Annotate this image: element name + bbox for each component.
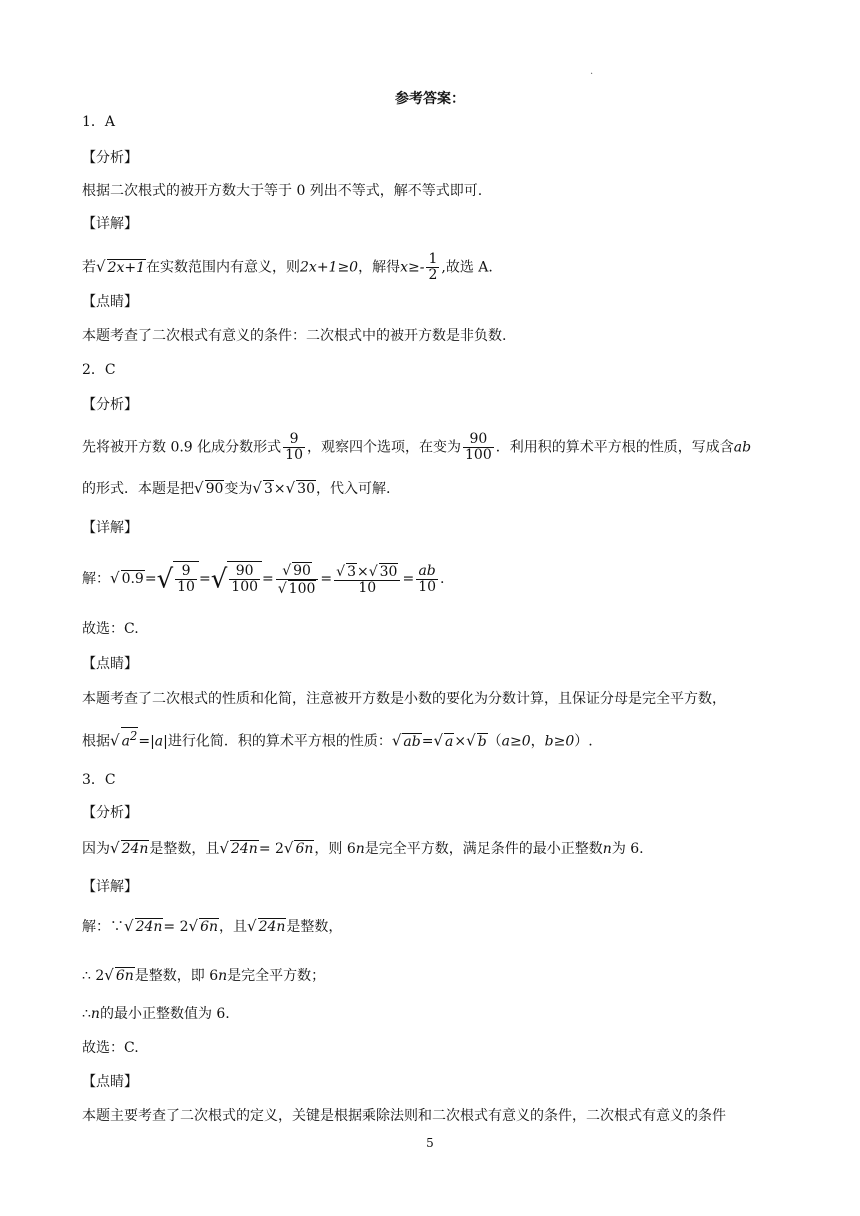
q2-analysis (82, 432, 751, 463)
q3-analysis-eq: = 2 (258, 841, 284, 857)
q2-comment2-sqrt-a2 (121, 727, 139, 750)
sqrt-sign-icon: √ (433, 731, 444, 750)
q3-d1-eq: = 2 (163, 919, 189, 935)
q2-calc-frac-ab (416, 564, 438, 595)
sqrt-sign-icon: √ (110, 731, 120, 750)
sqrt-sign-icon: √ (277, 580, 287, 597)
sqrt-sign-icon: √ (124, 917, 134, 935)
q2-analysis-tag: 【分析】 (82, 397, 138, 413)
q2-comment-tag: 【点睛】 (82, 656, 138, 672)
q3-analysis (82, 838, 644, 859)
q2-number: 2．C (82, 362, 116, 378)
q3-d2-text-a: ∴ 2 (82, 968, 105, 984)
q2-comment2-comma: ， (530, 733, 545, 750)
q2-comment2-eq: = (421, 733, 434, 750)
q1-fraction-den: 2 (428, 267, 438, 283)
q2-analysis2-text-c: ，代入可解. (316, 481, 391, 497)
q3-sqrt-24n: 24n (121, 841, 149, 857)
q2-sqrt-30: 30 (297, 481, 315, 497)
sqrt-sign-icon: √ (156, 564, 174, 594)
q3-d1-sqrt-6n: 6n (200, 919, 218, 935)
q3-d3-text-b: 的最小正整数值为 6. (99, 1006, 230, 1022)
q1-analysis-tag: 【分析】 (82, 150, 138, 166)
q2-times: × (273, 481, 286, 497)
q1-x-expression: x≥- (400, 259, 425, 276)
q2-comment2-text-a: 根据 (82, 733, 110, 750)
q3-sqrt-24n-b: 24n (230, 841, 258, 857)
q2-calculation (82, 560, 444, 598)
q2-sqrt-90: 90 (205, 481, 224, 497)
q1-detail-text-d: ,故选 A. (441, 259, 493, 276)
q2-analysis-text-a: 先将被开方数 0.9 化成分数形式 (82, 439, 282, 456)
q3-n: n (355, 841, 365, 857)
sqrt-sign-icon: √ (247, 917, 257, 935)
q1-radicand: 2x+1 (107, 259, 146, 276)
q2-calc-frac-sqrt90-sqrt100 (276, 562, 319, 597)
q2-calc-f9: 9 (175, 564, 197, 580)
sqrt-sign-icon: √ (391, 731, 402, 750)
q3-d1-text-b: ，且 (219, 919, 247, 935)
q2-comment2-paren-open: （ (487, 733, 502, 750)
q2-analysis-text-c: ．利用积的算术平方根的性质，写成含 (495, 439, 734, 456)
sqrt-sign-icon: √ (285, 479, 296, 497)
sqrt-sign-icon: √ (110, 569, 120, 587)
q1-inequality: 2x+1≥0 (300, 259, 359, 276)
q3-d1-text-a: 解：∵ (82, 919, 124, 935)
q2-calc-s100: 100 (288, 580, 316, 597)
q1-number: 1．A (82, 114, 116, 130)
q2-comment2-sqrt-ab: ab (403, 733, 421, 750)
q2-f2-num: 90 (463, 432, 494, 448)
q2-calc-s30: 30 (379, 563, 398, 580)
q2-comment2-times: × (454, 733, 467, 750)
q2-calc-s90: 90 (293, 562, 311, 579)
q1-fraction (426, 252, 439, 283)
q3-analysis-text-e: 为 6. (611, 841, 644, 857)
q2-sqrt-3: 3 (263, 481, 273, 497)
sqrt-sign-icon: √ (336, 563, 346, 580)
q3-d2-text-c: 是完全平方数； (227, 968, 326, 984)
q2-calc-eq: = (320, 571, 333, 587)
q2-calc-frac-product (334, 563, 400, 596)
q2-calc-sqrt-09: 0.9 (121, 571, 144, 587)
q2-comment2-text-c: 进行化简．积的算术平方根的性质： (167, 733, 392, 750)
q3-d2-text-b: 是整数，即 6 (134, 968, 219, 984)
q2-f1-den: 10 (285, 447, 303, 463)
q2-calc-f90: 90 (229, 564, 260, 580)
q3-comment: 本题主要考查了二次根式的定义，关键是根据乘除法则和二次根式有意义的条件，二次根式有意义的条件 (82, 1108, 726, 1124)
q2-comment2-sqrt-b: b (477, 733, 487, 750)
q2-calc-den10: 10 (358, 579, 377, 596)
sqrt-sign-icon: √ (252, 479, 262, 497)
sqrt-sign-icon: √ (282, 562, 292, 579)
q2-comment2-sqrt-a: a (445, 733, 454, 750)
q2-fraction-90-100 (463, 432, 494, 463)
q2-calc-f10: 10 (177, 579, 195, 595)
q3-d1-text-c: 是整数， (286, 919, 343, 935)
q3-d1-sqrt-24n: 24n (135, 919, 163, 935)
q2-calc-den10b: 10 (418, 578, 437, 595)
q3-detail-2 (82, 965, 325, 986)
sqrt-sign-icon: √ (283, 839, 294, 857)
q3-detail-3 (82, 1004, 230, 1024)
q3-d3-text-a: ∴ (82, 1006, 91, 1022)
sqrt-sign-icon: √ (110, 839, 120, 857)
q2-calc-f100: 100 (231, 579, 259, 595)
q2-calc-eq: = (144, 571, 157, 587)
sqrt-sign-icon: √ (194, 479, 204, 497)
q2-calc-ab: ab (416, 564, 438, 580)
q2-calc-eq: = (198, 571, 211, 587)
q2-comment2-cond1: a≥0 (501, 733, 531, 750)
corner-dot: . (590, 66, 594, 77)
q2-comment2-cond2: b≥0 (544, 733, 575, 750)
q3-d2-n: n (218, 968, 228, 984)
q3-analysis-text-a: 因为 (82, 841, 110, 857)
q2-analysis-text-b: ，观察四个选项，在变为 (307, 439, 461, 456)
q1-detail (82, 252, 493, 283)
q3-sqrt-6n: 6n (295, 841, 314, 857)
q2-comment-2 (82, 727, 593, 752)
q2-f1-num: 9 (283, 432, 305, 448)
q2-analysis-2 (82, 478, 390, 499)
q2-comment2-a: a (121, 733, 130, 750)
q3-analysis-text-d: 是完全平方数，满足条件的最小正整数 (364, 841, 603, 857)
sqrt-sign-icon: √ (210, 564, 228, 594)
q2-calc-sqrt-90-100 (211, 561, 262, 598)
q3-analysis-tag: 【分析】 (82, 805, 138, 821)
q3-d2-sqrt-6n: 6n (115, 968, 134, 984)
page-title: 参考答案： (395, 91, 465, 107)
q2-comment2-sup: 2 (129, 729, 138, 743)
q2-calc-prefix: 解： (82, 571, 110, 587)
q3-comment-tag: 【点睛】 (82, 1074, 138, 1090)
q1-analysis: 根据二次根式的被开方数大于等于 0 列出不等式，解不等式即可. (82, 183, 483, 199)
q2-comment2-abs: =|a| (138, 733, 168, 750)
sqrt-sign-icon: √ (466, 731, 476, 750)
q1-comment-tag: 【点睛】 (82, 294, 138, 310)
sqrt-sign-icon: √ (188, 917, 199, 935)
q3-analysis-text-b: 是整数，且 (149, 841, 220, 857)
q3-analysis-text-c: ，则 6 (314, 841, 356, 857)
q2-analysis2-text-b: 变为 (224, 481, 253, 497)
q2-calc-end: . (440, 571, 445, 587)
q1-fraction-num: 1 (428, 251, 438, 267)
q2-calc-sqrt-9-10 (157, 561, 199, 598)
q3-choose: 故选：C. (82, 1040, 139, 1056)
sqrt-sign-icon: √ (104, 966, 114, 984)
q2-fraction-9-10 (283, 432, 305, 463)
q2-calc-eq: = (402, 571, 415, 587)
q2-ab: ab (733, 439, 752, 456)
q1-detail-text-c: ，解得 (358, 259, 401, 276)
sqrt-sign-icon: √ (368, 563, 378, 580)
q3-detail-1 (82, 916, 342, 937)
q3-d1-sqrt-24n-b: 24n (258, 919, 286, 935)
q2-calc-eq: = (262, 571, 274, 587)
q2-f2-den: 100 (465, 447, 492, 463)
q2-calc-times: × (356, 563, 369, 580)
q2-comment2-paren-close: ）. (574, 733, 593, 750)
page-number: 5 (426, 1136, 434, 1150)
q2-comment-1: 本题考查了二次根式的性质和化简，注意被开方数是小数的要化为分数计算，且保证分母是完全平方数， (82, 691, 726, 707)
q3-number: 3．C (82, 772, 116, 788)
q1-detail-tag: 【详解】 (82, 216, 138, 232)
q2-calc-s3: 3 (347, 563, 356, 580)
q2-detail-tag: 【详解】 (82, 520, 138, 536)
q1-detail-text-b: 在实数范围内有意义，则 (146, 259, 301, 276)
q1-comment: 本题考查了二次根式有意义的条件：二次根式中的被开方数是非负数. (82, 328, 507, 344)
sqrt-sign-icon: √ (219, 839, 229, 857)
q3-n-b: n (602, 841, 612, 857)
q2-choose: 故选：C. (82, 621, 139, 637)
q3-detail-tag: 【详解】 (82, 879, 138, 895)
q2-analysis2-text-a: 的形式．本题是把 (82, 481, 194, 497)
sqrt-sign-icon: √ (96, 257, 106, 276)
q3-d3-n: n (90, 1006, 100, 1022)
q1-detail-text-a: 若 (82, 259, 96, 276)
